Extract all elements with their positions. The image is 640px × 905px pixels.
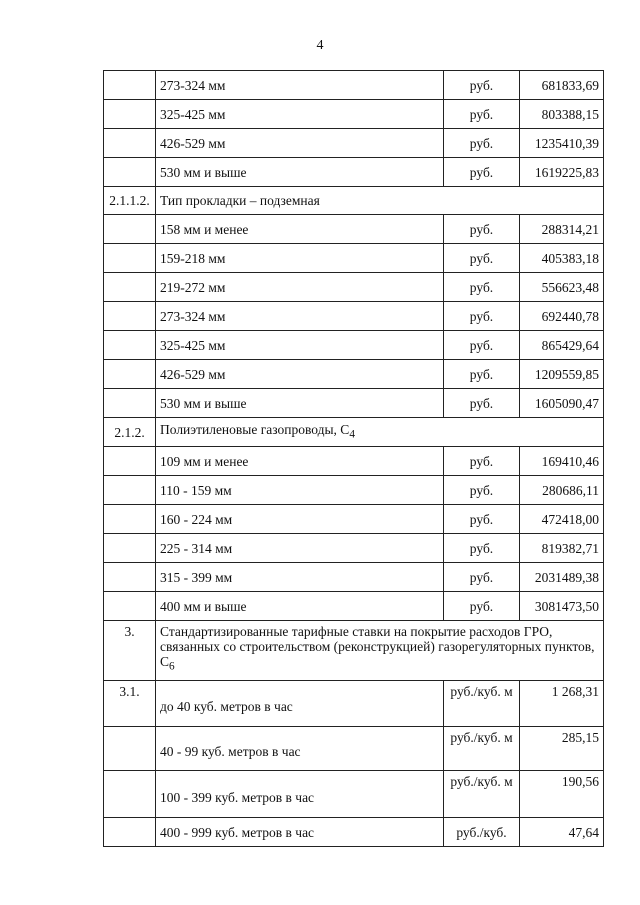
row-value: 681833,69	[520, 71, 604, 100]
section-title-subscript: 4	[349, 428, 355, 441]
row-label: 273-324 мм	[156, 71, 444, 100]
row-number	[104, 302, 156, 331]
row-unit: руб./куб. м	[444, 681, 520, 727]
table-row	[104, 534, 604, 563]
section-number: 3.	[104, 621, 156, 681]
row-number	[104, 727, 156, 771]
row-label: 100 - 399 куб. метров в час	[156, 771, 444, 818]
table-row	[104, 771, 604, 818]
row-value: 472418,00	[520, 505, 604, 534]
table-row	[104, 71, 604, 100]
row-value: 803388,15	[520, 100, 604, 129]
row-label: 160 - 224 мм	[156, 505, 444, 534]
row-unit: руб.	[444, 244, 520, 273]
row-number	[104, 100, 156, 129]
table-row	[104, 331, 604, 360]
table-row	[104, 360, 604, 389]
row-label: 426-529 мм	[156, 129, 444, 158]
section-title-text: Стандартизированные тарифные ставки на покрытие расходов ГРО, связанных со строительством (реконструкцией) газорегуляторных пунктов, С	[160, 624, 595, 669]
row-number	[104, 534, 156, 563]
row-unit: руб.	[444, 389, 520, 418]
table-row	[104, 273, 604, 302]
row-number	[104, 360, 156, 389]
row-label: 159-218 мм	[156, 244, 444, 273]
row-label: 530 мм и выше	[156, 158, 444, 187]
table-row	[104, 158, 604, 187]
section-title-subscript: 6	[169, 660, 175, 673]
row-unit: руб.	[444, 360, 520, 389]
table-row	[104, 818, 604, 847]
row-unit: руб.	[444, 563, 520, 592]
row-label: 219-272 мм	[156, 273, 444, 302]
row-value: 1209559,85	[520, 360, 604, 389]
row-unit: руб./куб. м	[444, 727, 520, 771]
table-row	[104, 100, 604, 129]
table-row	[104, 592, 604, 621]
row-unit: руб./куб. м	[444, 771, 520, 818]
row-label: 273-324 мм	[156, 302, 444, 331]
row-label: 400 - 999 куб. метров в час	[156, 818, 444, 847]
row-unit: руб.	[444, 592, 520, 621]
row-unit: руб.	[444, 302, 520, 331]
row-value: 285,15	[520, 727, 604, 771]
row-unit: руб.	[444, 71, 520, 100]
row-number	[104, 771, 156, 818]
row-number	[104, 447, 156, 476]
row-number	[104, 71, 156, 100]
tariff-table	[103, 70, 604, 847]
section-row	[104, 418, 604, 447]
row-value: 169410,46	[520, 447, 604, 476]
section-title	[156, 621, 604, 681]
section-title-text: Полиэтиленовые газопроводы, С	[160, 421, 350, 437]
row-label: 325-425 мм	[156, 331, 444, 360]
section-row	[104, 621, 604, 681]
table-row	[104, 681, 604, 727]
row-label: 109 мм и менее	[156, 447, 444, 476]
row-value: 865429,64	[520, 331, 604, 360]
row-value: 288314,21	[520, 215, 604, 244]
section-title: Тип прокладки – подземная	[156, 187, 604, 215]
table-row	[104, 244, 604, 273]
row-value: 1 268,31	[520, 681, 604, 727]
row-unit: руб.	[444, 100, 520, 129]
row-number	[104, 215, 156, 244]
row-value: 190,56	[520, 771, 604, 818]
row-label: 426-529 мм	[156, 360, 444, 389]
row-label: 110 - 159 мм	[156, 476, 444, 505]
page-number: 4	[316, 38, 324, 53]
row-unit: руб.	[444, 476, 520, 505]
row-label: 315 - 399 мм	[156, 563, 444, 592]
row-value: 692440,78	[520, 302, 604, 331]
table-row	[104, 302, 604, 331]
row-number	[104, 331, 156, 360]
row-value: 556623,48	[520, 273, 604, 302]
table-row	[104, 447, 604, 476]
row-number	[104, 563, 156, 592]
row-value: 819382,71	[520, 534, 604, 563]
table-row	[104, 476, 604, 505]
row-label: 225 - 314 мм	[156, 534, 444, 563]
row-number	[104, 273, 156, 302]
row-value: 1235410,39	[520, 129, 604, 158]
row-value: 2031489,38	[520, 563, 604, 592]
row-number	[104, 389, 156, 418]
row-unit: руб.	[444, 215, 520, 244]
row-label: 325-425 мм	[156, 100, 444, 129]
row-value: 3081473,50	[520, 592, 604, 621]
row-value: 405383,18	[520, 244, 604, 273]
section-title	[156, 418, 604, 447]
row-number	[104, 592, 156, 621]
row-unit: руб.	[444, 331, 520, 360]
row-number	[104, 158, 156, 187]
table-row	[104, 563, 604, 592]
row-number	[104, 129, 156, 158]
row-label: до 40 куб. метров в час	[156, 681, 444, 727]
row-unit: руб.	[444, 505, 520, 534]
table-row	[104, 215, 604, 244]
row-unit: руб.	[444, 129, 520, 158]
table-row	[104, 389, 604, 418]
row-label: 530 мм и выше	[156, 389, 444, 418]
row-unit: руб.	[444, 273, 520, 302]
row-unit: руб.	[444, 534, 520, 563]
section-row	[104, 187, 604, 215]
row-number	[104, 244, 156, 273]
row-number	[104, 818, 156, 847]
row-number	[104, 476, 156, 505]
row-value: 1605090,47	[520, 389, 604, 418]
row-label: 400 мм и выше	[156, 592, 444, 621]
row-label: 158 мм и менее	[156, 215, 444, 244]
row-unit: руб.	[444, 447, 520, 476]
row-label: 40 - 99 куб. метров в час	[156, 727, 444, 771]
row-unit: руб.	[444, 158, 520, 187]
row-value: 280686,11	[520, 476, 604, 505]
row-number	[104, 505, 156, 534]
table-row	[104, 129, 604, 158]
section-number: 2.1.1.2.	[104, 187, 156, 215]
row-number: 3.1.	[104, 681, 156, 727]
row-unit: руб./куб.	[444, 818, 520, 847]
table-row	[104, 505, 604, 534]
row-value: 1619225,83	[520, 158, 604, 187]
row-value: 47,64	[520, 818, 604, 847]
table-row	[104, 727, 604, 771]
section-number: 2.1.2.	[104, 418, 156, 447]
